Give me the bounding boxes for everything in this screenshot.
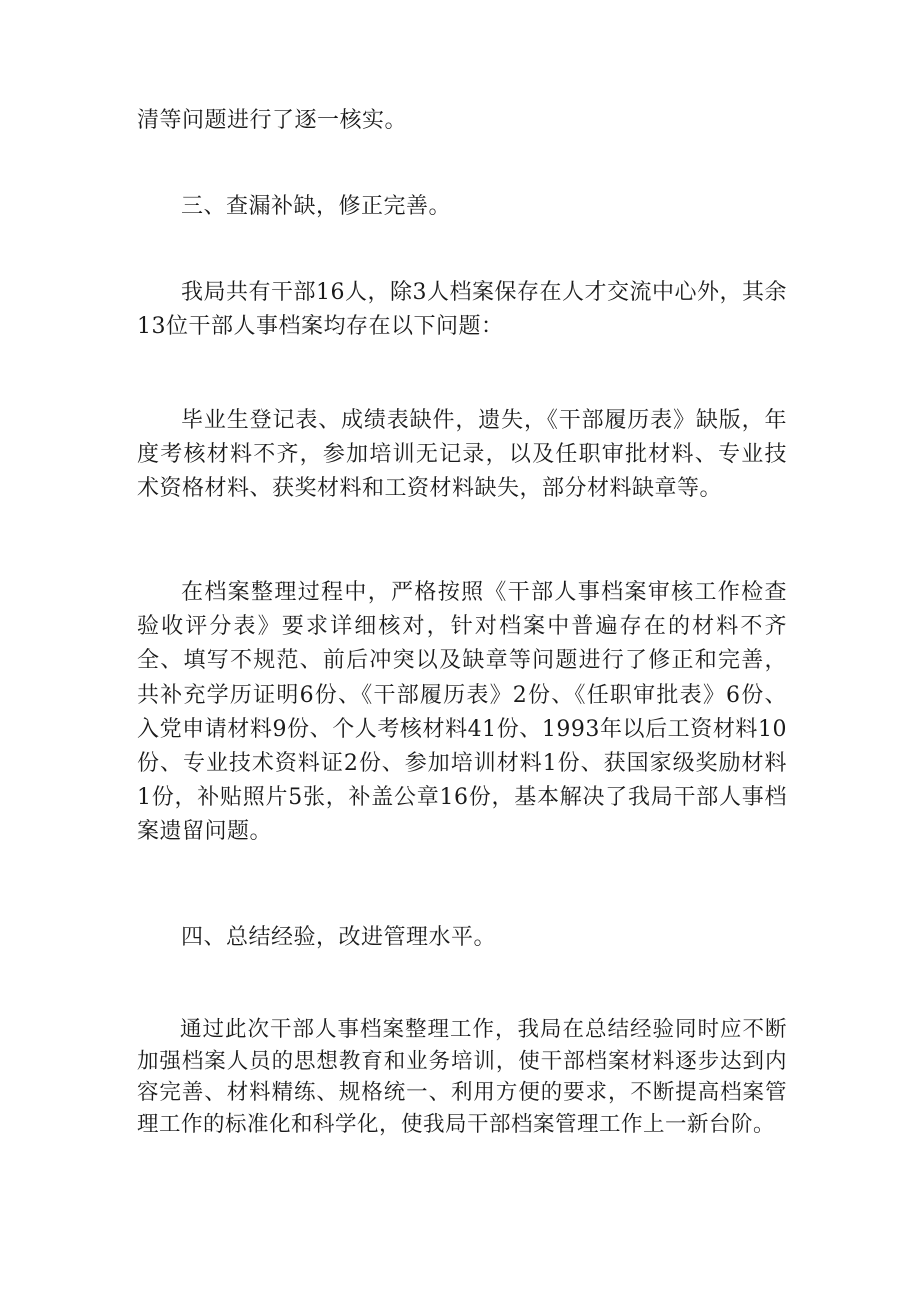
section-heading-4: 四、总结经验，改进管理水平。 bbox=[181, 925, 497, 950]
paragraph-conclusion: 通过此次干部人事档案整理工作，我局在总结经验同时应不断加强档案人员的思想教育和业务培训，使干部档案材料逐步达到内容完善、材料精练、规格统一、利用方便的要求，不断提高档案管理工作的标准化和科学化，使我局干部档案管理工作上一新台阶。 bbox=[137, 1017, 787, 1137]
paragraph-problems-list: 毕业生登记表、成绩表缺件，遗失，《干部履历表》缺版，年度考核材料不齐，参加培训无记录，以及任职审批材料、专业技术资格材料、获奖材料和工资材料缺失，部分材料缺章等。 bbox=[137, 408, 787, 502]
paragraph-continuation: 清等问题进行了逐一核实。 bbox=[137, 108, 408, 133]
section-heading-3: 三、查漏补缺，修正完善。 bbox=[181, 194, 452, 219]
paragraph-rectification-details: 在档案整理过程中，严格按照《干部人事档案审核工作检查验收评分表》要求详细核对，针对档案中普遍存在的材料不齐全、填写不规范、前后冲突以及缺章等问题进行了修正和完善，共补充学历证明6份、《干部履历表》2份、《任职审批表》6份、入党申请材料9份、个人考核材料41份、1993年以后工资材料10份、专业技术资料证2份、参加培训材料1份、获国家级奖励材料1份，补贴照片5张，补盖公章16份，基本解决了我局干部人事档案遗留问题。 bbox=[137, 580, 787, 845]
paragraph-cadre-count: 我局共有干部16人，除3人档案保存在人才交流中心外，其余13位干部人事档案均存在以下问题： bbox=[137, 280, 787, 340]
